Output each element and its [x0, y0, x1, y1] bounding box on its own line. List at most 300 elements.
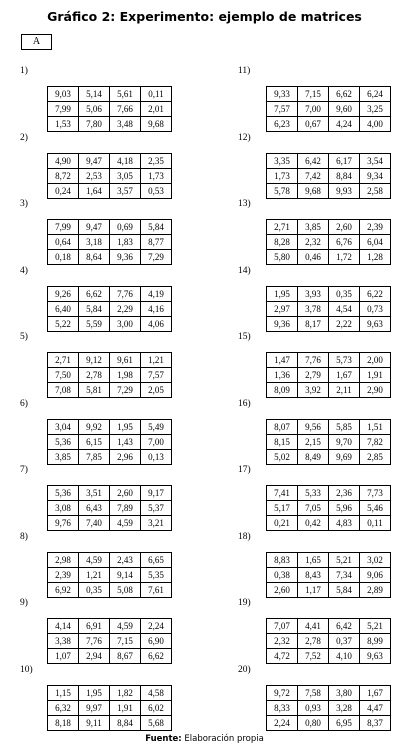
- matrix-cell: 5,02: [267, 449, 298, 464]
- matrix-cell: 9,97: [79, 700, 110, 715]
- matrix-cell: 0,38: [267, 567, 298, 582]
- matrix-cell: 7,50: [48, 368, 79, 383]
- matrix-row: [48, 301, 172, 316]
- matrix-cell: 8,49: [298, 449, 329, 464]
- matrix-cell: 3,35: [267, 153, 298, 168]
- matrix-row: [267, 168, 391, 183]
- matrix-cell: 3,85: [48, 449, 79, 464]
- matrix-label: 7): [20, 465, 28, 475]
- matrix-cell: 2,85: [360, 449, 391, 464]
- matrix-table: [47, 419, 172, 465]
- matrix-cell: 5,46: [360, 501, 391, 516]
- matrix-cell: 9,56: [298, 419, 329, 434]
- matrix-cell: 9,63: [360, 316, 391, 331]
- matrix-cell: 1,95: [110, 419, 141, 434]
- matrix-cell: 7,08: [48, 383, 79, 398]
- matrix-row: [267, 516, 391, 531]
- matrix-cell: 5,14: [79, 87, 110, 102]
- matrix-cell: 7,85: [79, 449, 110, 464]
- matrix-cell: 7,15: [110, 634, 141, 649]
- matrix-cell: 8,84: [329, 168, 360, 183]
- matrix-cell: 2,90: [360, 383, 391, 398]
- matrix-cell: 1,36: [267, 368, 298, 383]
- matrix-row: [267, 316, 391, 331]
- matrix-cell: 2,22: [329, 316, 360, 331]
- matrix-row: [48, 368, 172, 383]
- matrix-table: [47, 219, 172, 265]
- matrix-cell: 8,09: [267, 383, 298, 398]
- matrix-cell: 6,32: [48, 700, 79, 715]
- matrix-cell: 2,96: [110, 449, 141, 464]
- matrix-cell: 7,57: [267, 102, 298, 117]
- matrix-label: 20): [238, 664, 251, 675]
- matrix-row: [267, 501, 391, 516]
- matrix-cell: 9,72: [267, 685, 298, 700]
- matrix-cell: 2,60: [110, 486, 141, 501]
- matrix-cell: 3,05: [110, 168, 141, 183]
- matrix-cell: 9,63: [360, 649, 391, 664]
- matrix-row: [48, 685, 172, 700]
- matrix-row: [267, 383, 391, 398]
- matrix-cell: 8,28: [267, 235, 298, 250]
- matrix-cell: 6,62: [141, 649, 172, 664]
- matrix-cell: 2,24: [267, 715, 298, 730]
- matrix-cell: 4,06: [141, 316, 172, 331]
- matrix-cell: 8,77: [141, 235, 172, 250]
- matrix-cell: 4,41: [298, 619, 329, 634]
- matrix-cell: 1,17: [298, 582, 329, 597]
- matrix-cell: 7,40: [79, 516, 110, 531]
- matrix-cell: 5,80: [267, 250, 298, 265]
- matrix-row: [48, 220, 172, 235]
- matrix-cell: 6,43: [79, 501, 110, 516]
- matrix-row: [48, 486, 172, 501]
- matrix-cell: 8,67: [110, 649, 141, 664]
- matrix-cell: 7,41: [267, 486, 298, 501]
- matrix-cell: 9,93: [329, 183, 360, 198]
- matrix-row: [267, 552, 391, 567]
- matrix-cell: 5,37: [141, 501, 172, 516]
- document-title: Gráfico 2: Experimento: ejemplo de matrices: [47, 9, 362, 24]
- matrix-table: [266, 153, 391, 199]
- matrix-row: [267, 700, 391, 715]
- matrix-cell: 6,91: [79, 619, 110, 634]
- matrix-cell: 3,85: [298, 220, 329, 235]
- matrix-cell: 9,69: [329, 449, 360, 464]
- matrix-row: [48, 168, 172, 183]
- matrix-cell: 4,00: [360, 117, 391, 132]
- matrix-cell: 6,62: [79, 286, 110, 301]
- matrix-cell: 6,62: [329, 87, 360, 102]
- matrix-row: [48, 419, 172, 434]
- matrix-table: [266, 485, 391, 531]
- matrix-cell: 5,68: [141, 715, 172, 730]
- matrix-cell: 9,11: [79, 715, 110, 730]
- matrix-cell: 4,18: [110, 153, 141, 168]
- matrix-table: [266, 618, 391, 664]
- matrix-cell: 0,64: [48, 235, 79, 250]
- matrix-cell: 7,34: [329, 567, 360, 582]
- matrix-cell: 0,11: [360, 516, 391, 531]
- matrix-cell: 1,82: [110, 685, 141, 700]
- matrix-cell: 1,21: [141, 353, 172, 368]
- matrix-cell: 5,22: [48, 316, 79, 331]
- matrix-cell: 7,76: [110, 286, 141, 301]
- matrix-cell: 3,21: [141, 516, 172, 531]
- matrix-cell: 9,17: [141, 486, 172, 501]
- matrix-cell: 1,47: [267, 353, 298, 368]
- matrix-cell: 5,33: [298, 486, 329, 501]
- matrix-label: 11): [238, 66, 251, 76]
- matrix-cell: 1,67: [329, 368, 360, 383]
- matrix-table: [47, 86, 172, 132]
- matrix-cell: 5,08: [110, 582, 141, 597]
- matrix-cell: 4,54: [329, 301, 360, 316]
- matrix-cell: 6,17: [329, 153, 360, 168]
- matrix-cell: 4,16: [141, 301, 172, 316]
- matrix-row: [267, 183, 391, 198]
- matrix-table: [47, 685, 172, 731]
- matrix-row: [267, 117, 391, 132]
- matrix-row: [267, 301, 391, 316]
- matrix-cell: 8,72: [48, 168, 79, 183]
- matrix-cell: 2,29: [110, 301, 141, 316]
- matrix-cell: 8,07: [267, 419, 298, 434]
- matrix-cell: 7,57: [141, 368, 172, 383]
- matrix-cell: 6,22: [360, 286, 391, 301]
- matrix-cell: 2,94: [79, 649, 110, 664]
- matrix-table: [266, 86, 391, 132]
- matrix-label: 18): [238, 531, 251, 542]
- matrix-cell: 1,73: [267, 168, 298, 183]
- matrix-cell: 5,35: [141, 567, 172, 582]
- matrix-row: [267, 582, 391, 597]
- matrix-cell: 0,69: [110, 220, 141, 235]
- matrix-cell: 4,59: [79, 552, 110, 567]
- matrix-cell: 9,61: [110, 353, 141, 368]
- matrix-row: [48, 715, 172, 730]
- matrix-cell: 0,35: [79, 582, 110, 597]
- matrix-cell: 3,78: [298, 301, 329, 316]
- form-label-box: A: [21, 34, 52, 50]
- matrix-cell: 5,06: [79, 102, 110, 117]
- matrix-cell: 3,18: [79, 235, 110, 250]
- matrix-cell: 0,18: [48, 250, 79, 265]
- matrix-cell: 3,48: [110, 117, 141, 132]
- matrix-cell: 3,04: [48, 419, 79, 434]
- matrix-cell: 7,58: [298, 685, 329, 700]
- footer-text: Elaboración propia: [184, 734, 264, 744]
- matrix-cell: 1,72: [329, 250, 360, 265]
- matrix-cell: 2,79: [298, 368, 329, 383]
- matrix-cell: 3,08: [48, 501, 79, 516]
- matrix-cell: 5,85: [329, 419, 360, 434]
- matrix-cell: 6,76: [329, 235, 360, 250]
- matrix-table: [266, 419, 391, 465]
- matrix-row: [267, 685, 391, 700]
- matrix-cell: 9,76: [48, 516, 79, 531]
- matrix-cell: 2,05: [141, 383, 172, 398]
- matrix-table: [47, 153, 172, 199]
- matrix-cell: 0,67: [298, 117, 329, 132]
- matrix-cell: 7,07: [267, 619, 298, 634]
- matrix-cell: 2,39: [48, 567, 79, 582]
- matrix-row: [48, 516, 172, 531]
- matrix-cell: 7,82: [360, 434, 391, 449]
- matrix-cell: 6,23: [267, 117, 298, 132]
- matrix-cell: 2,78: [298, 634, 329, 649]
- matrix-cell: 3,02: [360, 552, 391, 567]
- matrix-row: [48, 582, 172, 597]
- matrix-cell: 8,83: [267, 552, 298, 567]
- matrix-cell: 9,47: [79, 153, 110, 168]
- matrix-cell: 7,66: [110, 102, 141, 117]
- matrix-cell: 3,92: [298, 383, 329, 398]
- matrix-cell: 5,73: [329, 353, 360, 368]
- matrix-cell: 8,15: [267, 434, 298, 449]
- matrix-cell: 3,38: [48, 634, 79, 649]
- matrix-cell: 2,71: [267, 220, 298, 235]
- matrix-cell: 6,40: [48, 301, 79, 316]
- matrix-cell: 6,24: [360, 87, 391, 102]
- matrix-cell: 1,98: [110, 368, 141, 383]
- matrix-cell: 7,99: [48, 102, 79, 117]
- matrix-cell: 0,21: [267, 516, 298, 531]
- matrix-cell: 3,28: [329, 700, 360, 715]
- matrix-cell: 1,28: [360, 250, 391, 265]
- matrix-cell: 3,25: [360, 102, 391, 117]
- matrix-row: [267, 87, 391, 102]
- matrix-label: 6): [20, 398, 28, 409]
- matrix-row: [267, 102, 391, 117]
- matrix-cell: 1,95: [267, 286, 298, 301]
- matrix-cell: 1,67: [360, 685, 391, 700]
- matrix-row: [48, 552, 172, 567]
- matrix-row: [48, 353, 172, 368]
- matrix-table: [47, 552, 172, 598]
- matrix-cell: 0,80: [298, 715, 329, 730]
- matrix-cell: 7,99: [48, 220, 79, 235]
- matrix-row: [267, 353, 391, 368]
- matrix-cell: 0,24: [48, 183, 79, 198]
- matrix-cell: 3,80: [329, 685, 360, 700]
- matrix-row: [48, 449, 172, 464]
- matrix-cell: 9,12: [79, 353, 110, 368]
- matrix-cell: 5,36: [48, 434, 79, 449]
- matrix-label: 10): [20, 664, 33, 675]
- matrix-cell: 4,59: [110, 516, 141, 531]
- matrix-cell: 4,47: [360, 700, 391, 715]
- matrix-table: [266, 352, 391, 398]
- matrix-cell: 4,14: [48, 619, 79, 634]
- matrix-cell: 9,70: [329, 434, 360, 449]
- matrix-cell: 1,51: [360, 419, 391, 434]
- matrix-label: 1): [20, 66, 28, 76]
- matrix-cell: 8,18: [48, 715, 79, 730]
- matrix-cell: 3,54: [360, 153, 391, 168]
- matrix-cell: 9,14: [110, 567, 141, 582]
- matrix-cell: 2,24: [141, 619, 172, 634]
- matrix-cell: 0,73: [360, 301, 391, 316]
- matrix-cell: 5,84: [329, 582, 360, 597]
- matrix-row: [48, 87, 172, 102]
- matrix-cell: 1,43: [110, 434, 141, 449]
- matrix-cell: 3,57: [110, 183, 141, 198]
- matrix-cell: 6,42: [298, 153, 329, 168]
- matrix-row: [267, 286, 391, 301]
- matrix-cell: 7,61: [141, 582, 172, 597]
- matrix-cell: 7,05: [298, 501, 329, 516]
- matrix-table: [266, 685, 391, 731]
- matrix-table: [47, 286, 172, 332]
- matrix-cell: 8,84: [110, 715, 141, 730]
- matrix-cell: 9,06: [360, 567, 391, 582]
- footer-label: Fuente:: [145, 734, 182, 744]
- matrix-cell: 7,76: [298, 353, 329, 368]
- matrix-cell: 2,11: [329, 383, 360, 398]
- matrix-cell: 1,91: [360, 368, 391, 383]
- matrix-cell: 9,34: [360, 168, 391, 183]
- matrix-row: [267, 567, 391, 582]
- matrix-cell: 6,04: [360, 235, 391, 250]
- matrix-cell: 5,84: [79, 301, 110, 316]
- matrix-label: 4): [20, 265, 28, 276]
- matrix-cell: 2,32: [267, 634, 298, 649]
- matrix-row: [267, 434, 391, 449]
- matrix-cell: 6,92: [48, 582, 79, 597]
- matrix-row: [48, 183, 172, 198]
- matrix-cell: 8,43: [298, 567, 329, 582]
- matrix-row: [267, 220, 391, 235]
- matrix-cell: 7,00: [141, 434, 172, 449]
- matrix-table: [47, 618, 172, 664]
- matrix-cell: 9,36: [267, 316, 298, 331]
- matrix-row: [48, 153, 172, 168]
- matrix-row: [48, 700, 172, 715]
- matrix-cell: 2,58: [360, 183, 391, 198]
- matrix-cell: 0,53: [141, 183, 172, 198]
- matrix-label: 12): [238, 132, 251, 143]
- matrix-cell: 9,68: [298, 183, 329, 198]
- matrix-cell: 6,15: [79, 434, 110, 449]
- matrix-cell: 4,90: [48, 153, 79, 168]
- matrix-row: [267, 634, 391, 649]
- matrix-cell: 9,60: [329, 102, 360, 117]
- matrix-cell: 3,51: [79, 486, 110, 501]
- matrix-cell: 7,00: [298, 102, 329, 117]
- matrix-cell: 8,17: [298, 316, 329, 331]
- matrix-cell: 1,91: [110, 700, 141, 715]
- source-footer: [0, 734, 409, 744]
- matrix-cell: 2,36: [329, 486, 360, 501]
- matrix-cell: 2,98: [48, 552, 79, 567]
- matrix-row: [267, 250, 391, 265]
- matrix-cell: 5,21: [360, 619, 391, 634]
- matrix-cell: 4,10: [329, 649, 360, 664]
- matrix-table: [266, 286, 391, 332]
- matrix-label: 5): [20, 332, 28, 342]
- matrix-cell: 8,37: [360, 715, 391, 730]
- matrix-row: [267, 715, 391, 730]
- matrix-row: [48, 102, 172, 117]
- matrix-cell: 1,73: [141, 168, 172, 183]
- matrix-cell: 6,90: [141, 634, 172, 649]
- matrix-row: [267, 153, 391, 168]
- matrix-cell: 0,46: [298, 250, 329, 265]
- matrix-table: [47, 352, 172, 398]
- matrix-cell: 1,65: [298, 552, 329, 567]
- matrix-row: [267, 368, 391, 383]
- matrix-cell: 1,53: [48, 117, 79, 132]
- matrix-cell: 5,36: [48, 486, 79, 501]
- matrix-cell: 1,21: [79, 567, 110, 582]
- matrix-label: 15): [238, 332, 251, 342]
- matrix-cell: 5,59: [79, 316, 110, 331]
- matrix-label: 3): [20, 199, 28, 209]
- matrix-row: [267, 486, 391, 501]
- matrix-cell: 2,78: [79, 368, 110, 383]
- matrix-cell: 0,35: [329, 286, 360, 301]
- matrix-cell: 7,89: [110, 501, 141, 516]
- matrix-cell: 5,96: [329, 501, 360, 516]
- matrix-row: [267, 619, 391, 634]
- matrix-cell: 6,95: [329, 715, 360, 730]
- matrix-cell: 0,42: [298, 516, 329, 531]
- matrix-row: [267, 649, 391, 664]
- matrix-cell: 5,81: [79, 383, 110, 398]
- matrix-cell: 2,01: [141, 102, 172, 117]
- matrix-cell: 2,71: [48, 353, 79, 368]
- matrix-label: 17): [238, 465, 251, 475]
- matrix-cell: 2,35: [141, 153, 172, 168]
- matrix-cell: 7,76: [79, 634, 110, 649]
- matrix-cell: 9,68: [141, 117, 172, 132]
- matrix-cell: 2,43: [110, 552, 141, 567]
- matrix-cell: 4,58: [141, 685, 172, 700]
- matrix-cell: 4,19: [141, 286, 172, 301]
- matrix-row: [267, 235, 391, 250]
- matrix-cell: 1,64: [79, 183, 110, 198]
- matrix-cell: 2,60: [329, 220, 360, 235]
- matrix-cell: 8,99: [360, 634, 391, 649]
- matrix-table: [47, 485, 172, 531]
- matrix-cell: 7,80: [79, 117, 110, 132]
- matrix-cell: 3,00: [110, 316, 141, 331]
- matrix-cell: 2,32: [298, 235, 329, 250]
- matrix-cell: 2,00: [360, 353, 391, 368]
- matrix-cell: 5,17: [267, 501, 298, 516]
- matrix-row: [267, 449, 391, 464]
- matrix-cell: 8,64: [79, 250, 110, 265]
- matrix-label: 19): [238, 598, 251, 608]
- matrix-cell: 4,24: [329, 117, 360, 132]
- matrix-label: 13): [238, 199, 251, 209]
- matrix-cell: 6,42: [329, 619, 360, 634]
- matrix-cell: 8,33: [267, 700, 298, 715]
- matrix-label: 2): [20, 132, 28, 143]
- matrix-label: 8): [20, 531, 28, 542]
- matrix-cell: 2,39: [360, 220, 391, 235]
- matrix-cell: 1,15: [48, 685, 79, 700]
- matrix-row: [48, 619, 172, 634]
- matrix-cell: 5,84: [141, 220, 172, 235]
- matrix-cell: 2,53: [79, 168, 110, 183]
- matrix-row: [48, 117, 172, 132]
- matrix-cell: 7,52: [298, 649, 329, 664]
- matrix-cell: 5,21: [329, 552, 360, 567]
- matrix-cell: 9,47: [79, 220, 110, 235]
- matrix-cell: 7,15: [298, 87, 329, 102]
